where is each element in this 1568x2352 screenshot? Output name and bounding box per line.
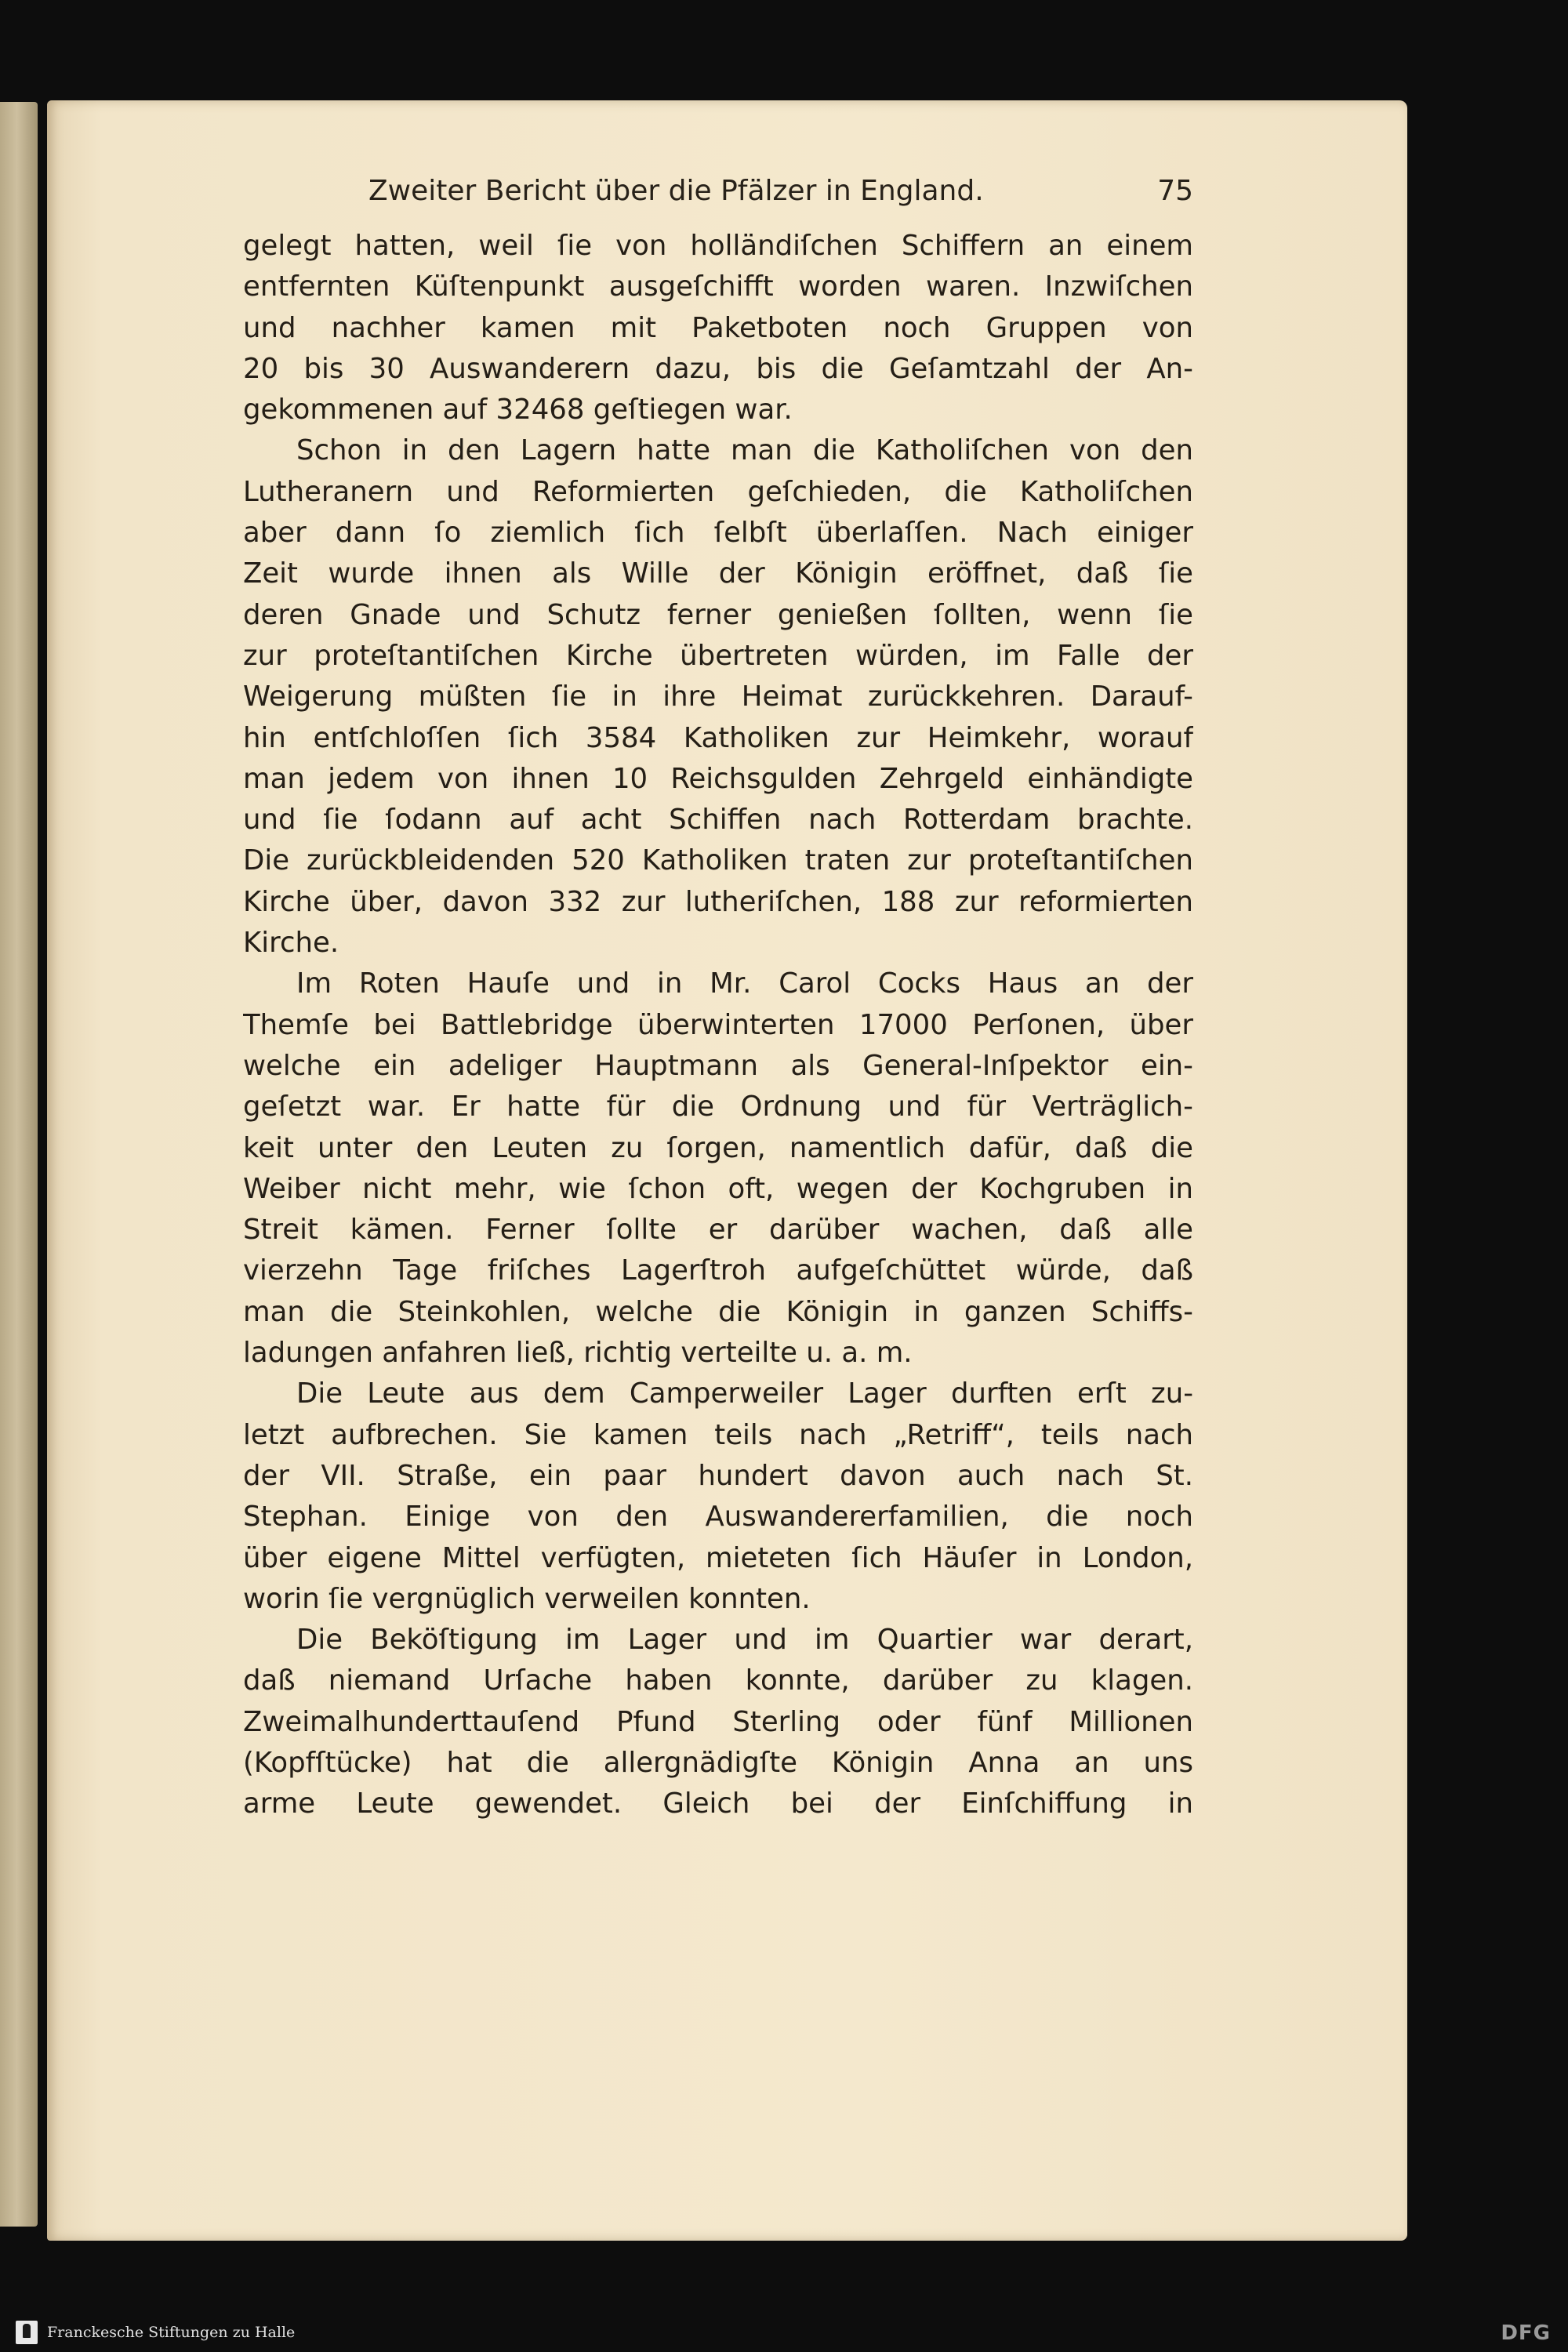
page-number: 75 bbox=[1157, 175, 1193, 207]
paragraph bbox=[243, 964, 1193, 1374]
text-line: arme Leute gewendet. Gleich bei der Einſchiffung in bbox=[243, 1788, 1193, 1820]
paragraph bbox=[243, 430, 1193, 964]
text-line: Die Beköſtigung im Lager und im Quartier war derart, bbox=[296, 1624, 1193, 1657]
logo-figure-icon bbox=[23, 2324, 31, 2338]
text-line: (Kopfſtücke) hat die allergnädigſte Königin Anna an uns bbox=[243, 1746, 1193, 1779]
left-page-edge bbox=[0, 102, 38, 2227]
text-line: aber dann ſo ziemlich ſich ſelbſt überlaſſen. Nach einiger bbox=[243, 517, 1193, 550]
text-line: daß niemand Urſache haben konnte, darüber zu klagen. bbox=[243, 1664, 1193, 1697]
text-line: gekommenen auf 32468 geſtiegen war. bbox=[243, 394, 793, 426]
text-line: welche ein adeliger Hauptmann als General-Inſpektor ein- bbox=[243, 1049, 1193, 1082]
text-line: Kirche. bbox=[243, 927, 339, 960]
text-line: Themſe bei Battlebridge überwinterten 17000 Perſonen, über bbox=[243, 1008, 1193, 1041]
paragraph bbox=[243, 226, 1193, 430]
header-title: Zweiter Bericht über die Pfälzer in England. bbox=[368, 175, 984, 207]
text-line: geſetzt war. Er hatte für die Ordnung und für Verträglich- bbox=[243, 1091, 1193, 1123]
footer-bar bbox=[0, 2314, 1568, 2352]
paragraph bbox=[243, 1374, 1193, 1620]
text-line: und ſie ſodann auf acht Schiffen nach Rotterdam brachte. bbox=[243, 804, 1193, 837]
text-line: keit unter den Leuten zu ſorgen, namentlich dafür, daß die bbox=[243, 1131, 1193, 1164]
text-line: über eigene Mittel verfügten, mieteten ſich Häuſer in London, bbox=[243, 1541, 1193, 1574]
text-line: Weiber nicht mehr, wie ſchon oft, wegen der Kochgruben in bbox=[243, 1172, 1193, 1205]
running-header bbox=[243, 175, 1193, 222]
text-line: entfernten Küſtenpunkt ausgeſchifft worden waren. Inzwiſchen bbox=[243, 270, 1193, 303]
paragraph bbox=[243, 1620, 1193, 1824]
body-text bbox=[243, 226, 1193, 1825]
text-line: Zweimalhunderttauſend Pfund Sterling oder fünf Millionen bbox=[243, 1705, 1193, 1738]
text-line: Kirche über, davon 332 zur lutheriſchen, 188 zur reformierten bbox=[243, 885, 1193, 918]
text-line: gelegt hatten, weil ſie von holländiſchen Schiffern an einem bbox=[243, 230, 1193, 262]
dfg-badge: DFG bbox=[1501, 2321, 1551, 2345]
text-line: vierzehn Tage friſches Lagerſtroh aufgeſchüttet würde, daß bbox=[243, 1254, 1193, 1287]
text-line: Schon in den Lagern hatte man die Katholiſchen von den bbox=[296, 434, 1193, 467]
text-line: 20 bis 30 Auswanderern dazu, bis die Geſamtzahl der An- bbox=[243, 352, 1193, 385]
text-line: Streit kämen. Ferner ſollte er darüber wachen, daß alle bbox=[243, 1214, 1193, 1247]
text-line: Im Roten Hauſe und in Mr. Carol Cocks Haus an der bbox=[296, 967, 1193, 1000]
text-line: der VII. Straße, ein paar hundert davon auch nach St. bbox=[243, 1459, 1193, 1492]
text-line: man jedem von ihnen 10 Reichsgulden Zehrgeld einhändigte bbox=[243, 762, 1193, 795]
text-line: letzt aufbrechen. Sie kamen teils nach „Retriff“, teils nach bbox=[243, 1418, 1193, 1451]
text-line: ladungen anfahren ließ, richtig verteilte u. a. m. bbox=[243, 1337, 913, 1370]
text-line: Weigerung müßten ſie in ihre Heimat zurückkehren. Darauf- bbox=[243, 681, 1193, 713]
text-line: und nachher kamen mit Paketboten noch Gruppen von bbox=[243, 311, 1193, 344]
text-line: Lutheranern und Reformierten geſchieden, die Katholiſchen bbox=[243, 475, 1193, 508]
text-line: hin entſchloſſen ſich 3584 Katholiken zur Heimkehr, worauf bbox=[243, 721, 1193, 754]
text-line: zur proteſtantiſchen Kirche übertreten würden, im Falle der bbox=[243, 639, 1193, 672]
text-line: Die Leute aus dem Camperweiler Lager durften erſt zu- bbox=[296, 1377, 1193, 1410]
text-line: worin ſie vergnüglich verweilen konnten. bbox=[243, 1582, 811, 1615]
text-line: Die zurückbleidenden 520 Katholiken traten zur proteſtantiſchen bbox=[243, 844, 1193, 877]
franckesche-stiftungen-logo-icon bbox=[16, 2321, 38, 2344]
text-line: deren Gnade und Schutz ferner genießen ſollten, wenn ſie bbox=[243, 598, 1193, 631]
text-line: Stephan. Einige von den Auswandererfamilien, die noch bbox=[243, 1501, 1193, 1534]
footer-institution: Franckesche Stiftungen zu Halle bbox=[47, 2324, 296, 2341]
text-line: man die Steinkohlen, welche die Königin in ganzen Schiffs- bbox=[243, 1295, 1193, 1328]
text-line: Zeit wurde ihnen als Wille der Königin eröffnet, daß ſie bbox=[243, 557, 1193, 590]
